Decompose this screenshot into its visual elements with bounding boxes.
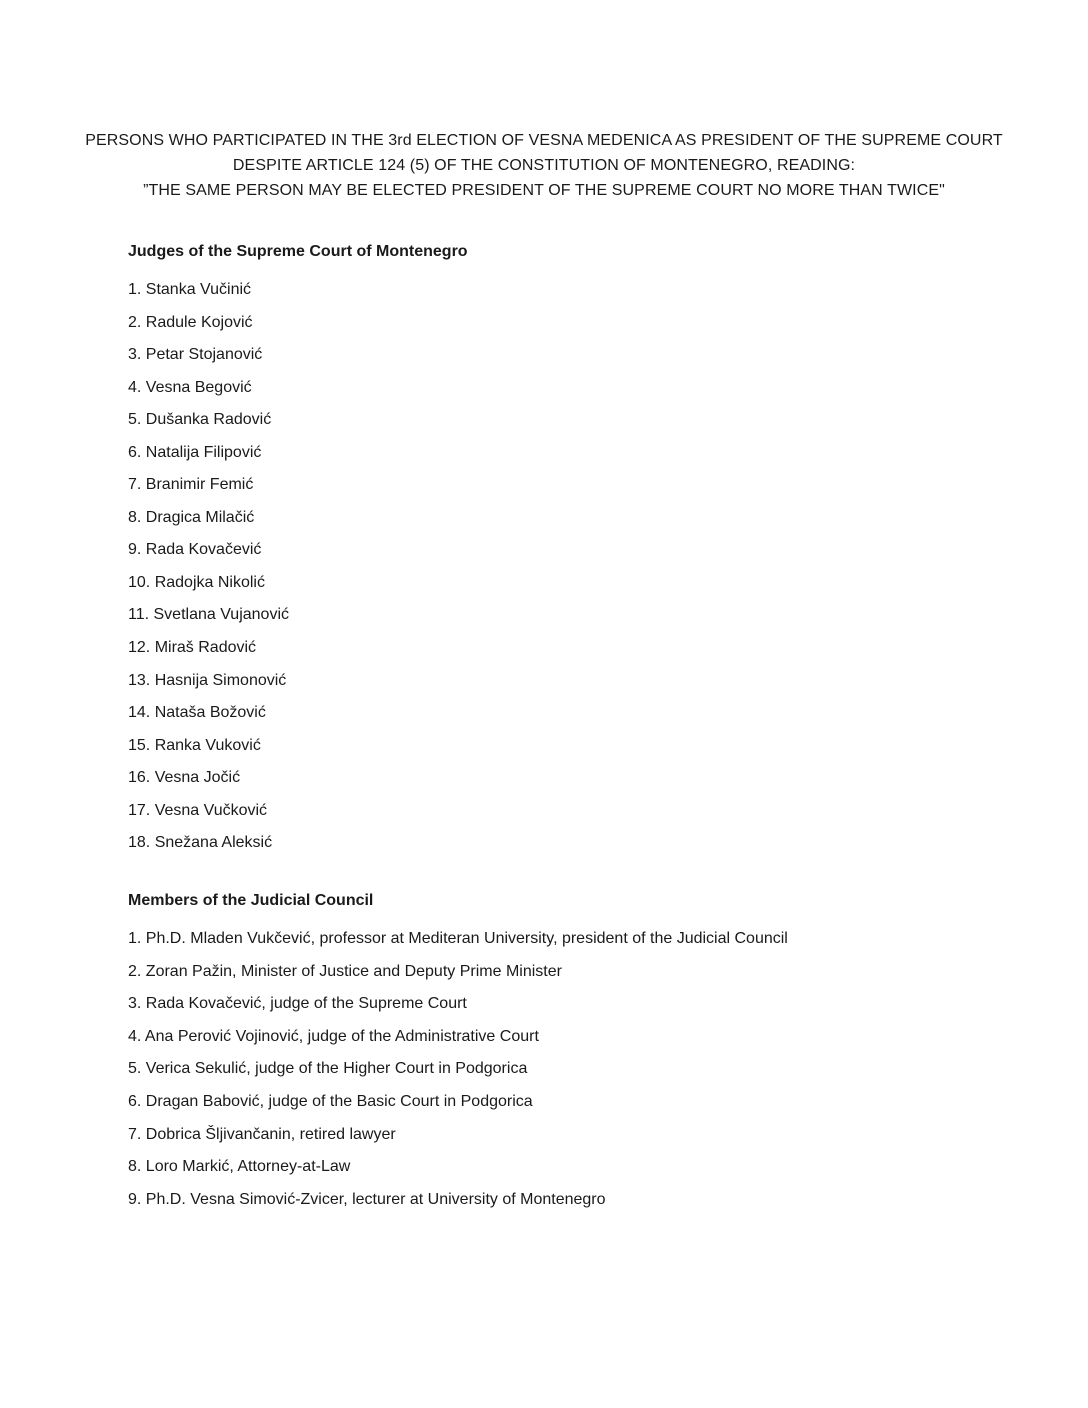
- council-member-item: 2. Zoran Pažin, Minister of Justice and Deputy Prime Minister: [128, 962, 562, 980]
- judge-list-item: 2. Radule Kojović: [128, 313, 253, 331]
- judges-heading: Judges of the Supreme Court of Montenegro: [128, 243, 468, 260]
- judge-list-item: 10. Radojka Nikolić: [128, 573, 265, 591]
- judge-list-item: 17. Vesna Vučković: [128, 801, 268, 819]
- council-list: [128, 928, 1028, 1211]
- council-member-item: 7. Dobrica Šljivančanin, retired lawyer: [128, 1125, 396, 1143]
- judge-list-item: 9. Rada Kovačević: [128, 541, 262, 559]
- council-member-item: 9. Ph.D. Vesna Simović-Zvicer, lecturer at University of Montenegro: [128, 1190, 606, 1208]
- document-title: [0, 128, 1088, 203]
- judge-list-item: 8. Dragica Milačić: [128, 508, 255, 526]
- judge-list-item: 7. Branimir Femić: [128, 476, 254, 494]
- judges-section: [128, 241, 1028, 865]
- judge-list-item: 3. Petar Stojanović: [128, 346, 263, 364]
- council-heading: Members of the Judicial Council: [128, 892, 374, 909]
- council-member-item: 5. Verica Sekulić, judge of the Higher Court in Podgorica: [128, 1060, 528, 1078]
- judge-list-item: 12. Miraš Radović: [128, 639, 257, 657]
- judge-list-item: 5. Dušanka Radović: [128, 411, 272, 429]
- title-line-2: DESPITE ARTICLE 124 (5) OF THE CONSTITUTION OF MONTENEGRO, READING:: [232, 157, 856, 174]
- judge-list-item: 15. Ranka Vuković: [128, 736, 261, 754]
- council-section: [128, 890, 1028, 1221]
- title-line-1: PERSONS WHO PARTICIPATED IN THE 3rd ELECTION OF VESNA MEDENICA AS PRESIDENT OF THE SUPREME COURT: [85, 132, 1003, 149]
- council-member-item: 3. Rada Kovačević, judge of the Supreme Court: [128, 995, 467, 1013]
- judge-list-item: 18. Snežana Aleksić: [128, 834, 273, 852]
- judge-list-item: 6. Natalija Filipović: [128, 443, 262, 461]
- judge-list-item: 13. Hasnija Simonović: [128, 671, 287, 689]
- council-member-item: 8. Loro Markić, Attorney-at-Law: [128, 1158, 351, 1176]
- judge-list-item: 4. Vesna Begović: [128, 378, 252, 396]
- council-member-item: 1. Ph.D. Mladen Vukčević, professor at Mediteran University, president of the Judicial Council: [128, 930, 788, 947]
- judge-list-item: 16. Vesna Jočić: [128, 769, 241, 787]
- judge-list-item: 1. Stanka Vučinić: [128, 281, 252, 298]
- judge-list-item: 14. Nataša Božović: [128, 704, 266, 722]
- council-member-item: 4. Ana Perović Vojinović, judge of the Administrative Court: [128, 1027, 539, 1045]
- judge-list-item: 11. Svetlana Vujanović: [128, 606, 289, 624]
- title-line-3: ”THE SAME PERSON MAY BE ELECTED PRESIDENT OF THE SUPREME COURT NO MORE THAN TWICE": [143, 182, 945, 199]
- judges-list: [128, 279, 1028, 854]
- council-member-item: 6. Dragan Babović, judge of the Basic Court in Podgorica: [128, 1092, 533, 1110]
